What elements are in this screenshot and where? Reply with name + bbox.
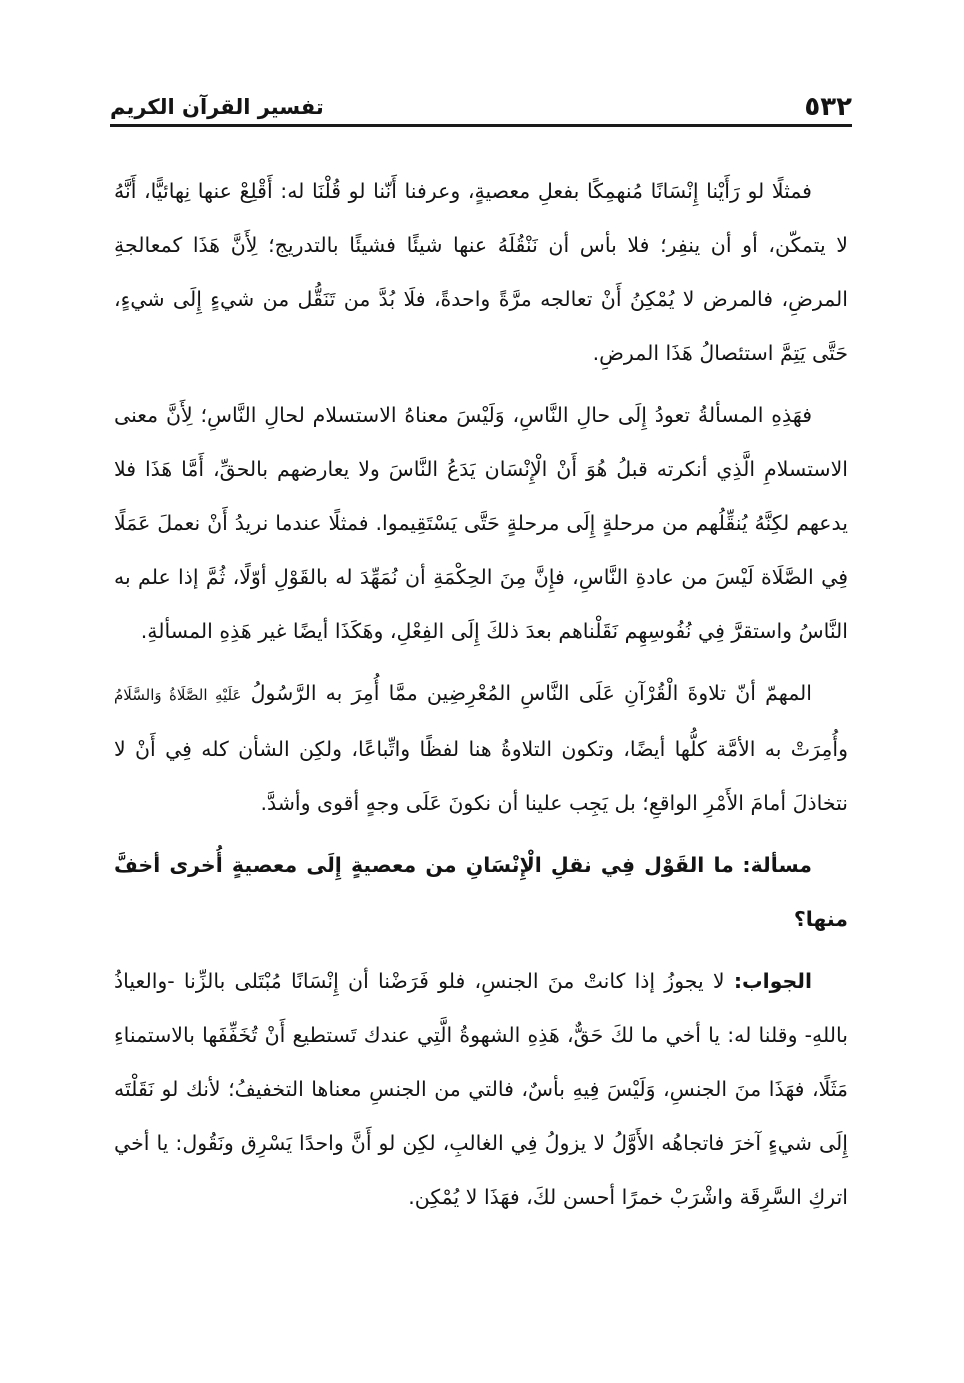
honorific-phrase: عَلَيْهِ الصَّلَاةُ وَالسَّلَامُ [114, 686, 242, 704]
page-number: ٥٣٢ [804, 92, 852, 122]
header-rule [110, 124, 852, 127]
book-title: تفسير القرآن الكريم [110, 95, 324, 119]
body-text [114, 164, 848, 1224]
question-label: مسألة: [742, 853, 812, 877]
running-head [110, 86, 852, 122]
answer-paragraph [114, 954, 848, 1224]
paragraph-3 [114, 666, 848, 830]
paragraph-3-text-b: وأُمِرَتْ به الأمَّة كلُّها أيضًا، وتكون التلاوةُ هنا لفظًا واتِّباعًا، ولكِن الشأن كله فِي أَنْ لا نتخاذلَ أمامَ الأَمْرِ الواقعِ؛ بل يَجِب علينا أن نكونَ عَلَى وجهٍ أقوى وأشدَّ. [114, 737, 848, 815]
answer-label: الجواب: [733, 969, 812, 993]
paragraph-1: فمثلًا لو رَأَيْنا إِنْسَانًا مُنهمِكًا بفعلِ معصيةٍ، وعرفنا أَنّنا لو قُلْنَا له: أَقْلِعْ عنها نِهائيًّا، أَنَّهُ لا يتمكّن، أو أن ينفِر؛ فلا بأس أن نَنْقُلَهُ عنها شيئًا فشيئًا بالتدريج؛ لِأَنَّ هَذَا كمعالجةِ المرضِ، فالمرض لا يُمْكِنُ أَنْ تعالجه مرَّةً واحدةً، فلَا بُدَّ من تَنَقُّل من شيءٍ إِلَى شيءٍ، حَتَّى يَتِمَّ استئصالُ هَذَا المرضِ. [114, 179, 848, 365]
question-paragraph [114, 838, 848, 946]
paragraph-2: فهَذِهِ المسألةُ تعودُ إِلَى حالِ النَّاسِ، وَلَيْسَ معناهُ الاستسلام لحالِ النَّاسِ؛ لِأَنَّ معنى الاستسلامِ الَّذِي أنكرته قبلُ هُوَ أَنْ الْإِنْسَان يَدَعُ النَّاسَ ولا يعارضهم بالحقِّ، أَمَّا هَذَا فلا يدعهم لكِنَّهُ يُنقِّلُهم من مرحلةٍ إِلَى مرحلةٍ حَتَّى يَسْتَقِيموا. فمثلًا عندما نريدُ أَنْ نعملَ عَمَلًا فِي الصَّلَاة لَيْسَ من عادةِ النَّاسِ، فإِنَّ مِنَ الحِكْمَةِ أن نُمَهِّدَ له بالقَوْلِ أوّلًا، ثُمَّ إذا علم به النَّاسُ واستقرَّ فِي نُفُوسِهِم نَقَلْناهم بعدَ ذلكَ إِلَى الفِعْلِ، وهَكَذَا أيضًا غير هَذِهِ المسألةِ. [114, 403, 848, 643]
paragraph-3-text-a: المهمّ أنّ تلاوةَ الْقُرْآنِ عَلَى النَّاسِ المُعْرِضِين ممَّا أُمِرَ به الرَّسُولُ [250, 681, 812, 705]
question-text: ما القَوْل فِي نقلِ الْإِنْسَانِ من معصيةٍ إِلَى معصيةٍ أُخرى أخفَّ منها؟ [114, 853, 848, 931]
answer-text: لا يجوزُ إذا كانتْ منَ الجنسِ، فلو فَرَضْنا أن إِنْسَانًا مُبْتَلى بالزِّنا -والعياذُ باللهِ- وقلنا له: يا أخي ما لكَ حَقٌّ، هَذِهِ الشهوةُ الَّتِي عندك تَستطيع أَنْ تُخَفِّفَها بالاستمناءِ مَثَلًا، فهَذَا منَ الجنسِ، وَلَيْسَ فِيهِ بأسٌ، فالتي من الجنسِ معناها التخفيفُ؛ لأنك لو نَقَلْتَه إِلَى شيءٍ آخرَ فاتجاهُه الأَوَّلُ لا يزولُ فِي الغالبِ، لكِن لو أَنَّ واحدًا يَسْرِق ونَقُول: يا أخي اتركِ السَّرِقَة واشْرَبْ خمرًا أحسن لكَ، فهَذَا لا يُمْكِن. [114, 969, 848, 1209]
